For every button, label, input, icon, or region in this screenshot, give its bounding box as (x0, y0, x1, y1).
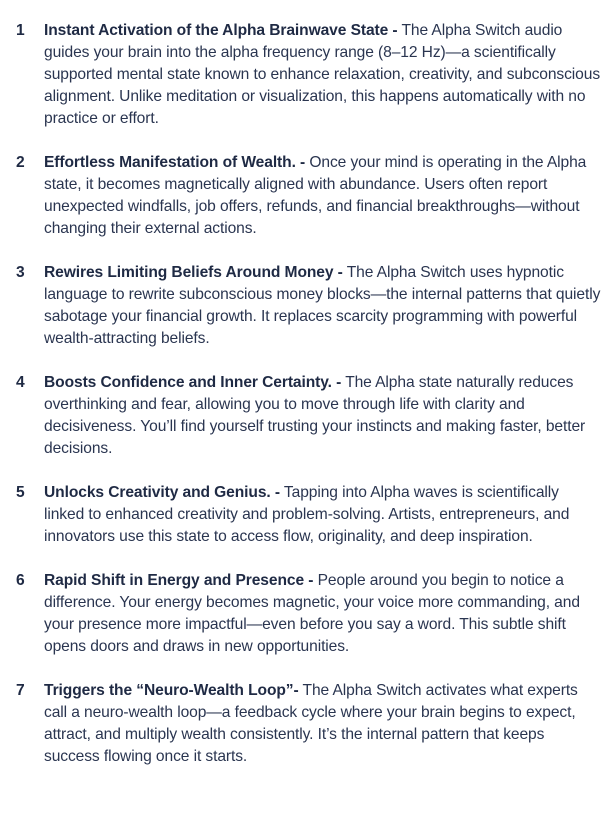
benefit-body: The Alpha state naturally reduces overthinking and fear, allowing you to move through life with clarity and decisiveness. You’ll find yourself trusting your instincts and making faster, better decisions. (44, 374, 586, 457)
benefit-item-2 (0, 152, 612, 240)
benefit-title: Rapid Shift in Energy and Presence - (44, 572, 314, 589)
benefit-title: Triggers the “Neuro-Wealth Loop”- (44, 682, 299, 699)
benefit-item-7 (0, 680, 612, 768)
benefit-item-5 (0, 482, 612, 548)
benefit-body: The Alpha Switch activates what experts call a neuro-wealth loop—a feedback cycle where your brain begins to expect, attract, and multiply wealth consistently. It’s the internal pattern that keeps success flowing once it starts. (44, 682, 578, 765)
benefit-title: Rewires Limiting Beliefs Around Money - (44, 264, 343, 281)
benefit-number: 2 (16, 154, 25, 171)
benefit-item-3 (0, 262, 612, 350)
benefit-number: 7 (16, 682, 25, 699)
benefit-body: The Alpha Switch uses hypnotic language to rewrite subconscious money blocks—the internal patterns that quietly sabotage your financial growth. It replaces scarcity programming with powerful wealth-attracting beliefs. (44, 264, 601, 347)
benefit-list (0, 20, 612, 790)
benefit-number: 1 (16, 22, 25, 39)
benefit-title: Effortless Manifestation of Wealth. - (44, 154, 306, 171)
benefit-item-4 (0, 372, 612, 460)
benefit-body: Tapping into Alpha waves is scientifically linked to enhanced creativity and problem-solving. Artists, entrepreneurs, and innovators use this state to access flow, originality, and deep inspiration. (44, 484, 570, 545)
benefit-body: The Alpha Switch audio guides your brain into the alpha frequency range (8–12 Hz)—a scientifically supported mental state known to enhance relaxation, creativity, and subconscious alignment. Unlike meditation or visualization, this happens automatically with no practice or effort. (44, 22, 601, 127)
benefit-number: 3 (16, 264, 25, 281)
benefit-title: Boosts Confidence and Inner Certainty. - (44, 374, 342, 391)
benefit-item-6 (0, 570, 612, 658)
benefit-title: Unlocks Creativity and Genius. - (44, 484, 280, 501)
benefit-body: People around you begin to notice a difference. Your energy becomes magnetic, your voice more commanding, and your presence more impactful—even before you say a word. This subtle shift opens doors and draws in new opportunities. (44, 572, 580, 655)
benefit-body: Once your mind is operating in the Alpha state, it becomes magnetically aligned with abundance. Users often report unexpected windfalls, job offers, refunds, and financial breakthroughs—without changing their external actions. (44, 154, 587, 237)
benefit-number: 6 (16, 572, 25, 589)
benefit-title: Instant Activation of the Alpha Brainwave State - (44, 22, 398, 39)
benefit-number: 5 (16, 484, 25, 501)
benefit-number: 4 (16, 374, 25, 391)
benefit-item-1 (0, 20, 612, 130)
